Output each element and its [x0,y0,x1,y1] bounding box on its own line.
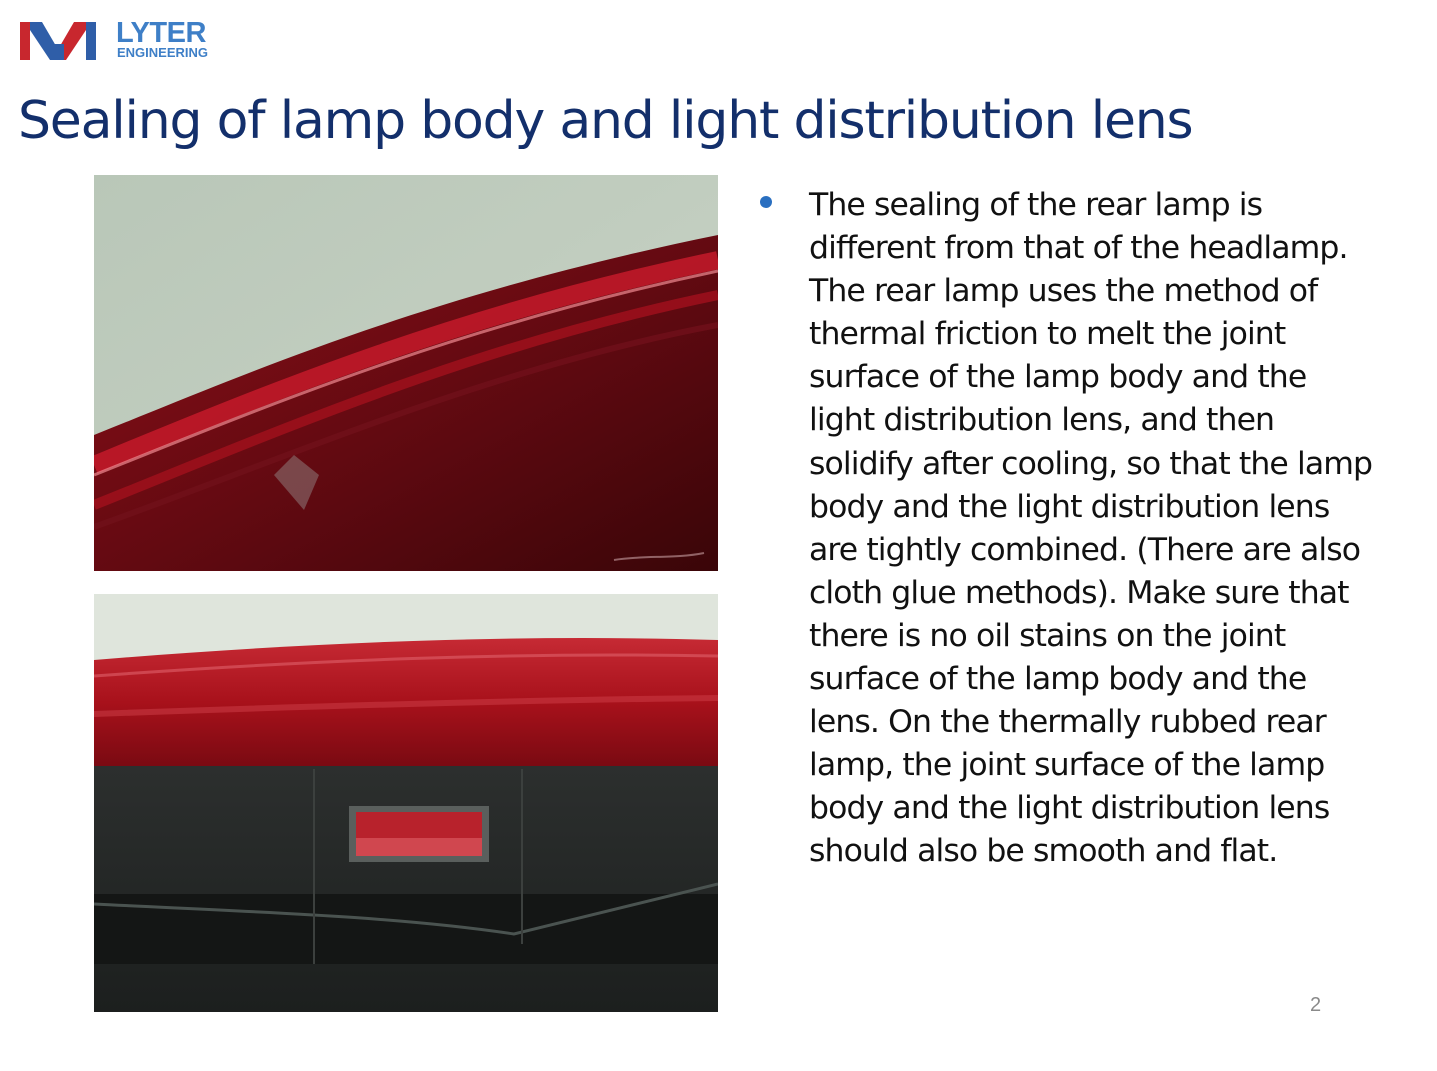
logo-subtitle: ENGINEERING [117,45,209,60]
company-logo [20,14,209,64]
logo-mark-icon [20,16,100,62]
page-number: 2 [1310,994,1322,1016]
bullet-icon [760,196,772,208]
logo-wordmark: LYTER [116,17,206,49]
slide-body-text: The sealing of the rear lamp is different from that of the headlamp. The rear lamp uses the method of thermal friction to melt the joint surface of the lamp body and the light distribution lens, and then solidify after cooling, so that the lamp body and the light distribution lens are tightly combined. (There are also cloth glue methods). Make sure that there is no oil stains on the joint surface of the lamp body and the lens. On the thermally rubbed rear lamp, the joint surface of the lamp body and the light distribution lens should also be smooth and flat. [809,187,1373,870]
photo-lamp-body-seam [94,594,718,1012]
photo-lamp-lens-edge [94,175,718,571]
slide-title: Sealing of lamp body and light distribution lens [18,91,1193,151]
